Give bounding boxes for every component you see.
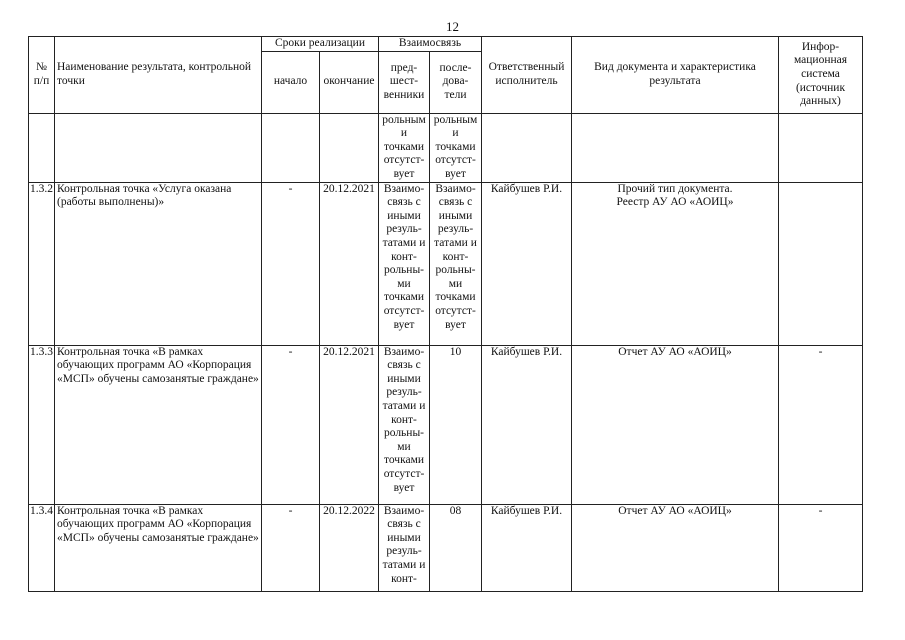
cell-line: связь с [387, 359, 421, 372]
row-num: 1.3.3 [29, 345, 55, 504]
cell-line: ми [448, 277, 463, 290]
cell-line: 10 [449, 345, 462, 358]
cell-line: 08 [449, 504, 462, 517]
cell-line: точками [383, 291, 425, 304]
cell-line: рольными [433, 113, 478, 140]
cell-line: татами и [382, 399, 426, 412]
results-table [28, 36, 863, 592]
row-start: - [262, 182, 320, 345]
header-info [779, 37, 863, 114]
cell-line: связь с [387, 196, 421, 209]
row-start [262, 113, 320, 182]
cell-line: вует [445, 318, 466, 331]
cell-line: (источник [795, 81, 846, 94]
cell-line: мационная [793, 54, 848, 67]
cell-line: конт- [391, 413, 417, 426]
cell-line: конт- [391, 250, 417, 263]
cell-line: резуль- [386, 545, 422, 558]
row-info: - [779, 504, 863, 591]
cell-line: отсутст- [383, 154, 425, 167]
cell-line: шест- [389, 75, 419, 88]
cell-line: татами и [434, 236, 477, 249]
table-row [29, 113, 863, 182]
row-doc [572, 113, 779, 182]
header-prev [379, 51, 430, 113]
row-prev [379, 182, 430, 345]
cell-line: система [801, 68, 840, 80]
header-end: окончание [320, 51, 379, 113]
row-end: 20.12.2021 [320, 345, 379, 504]
row-responsible [482, 113, 572, 182]
header-start: начало [262, 51, 320, 113]
cell-line: резуль- [386, 223, 422, 236]
cell-line: иными [387, 209, 421, 222]
cell-line: вует [445, 167, 466, 180]
row-start: - [262, 345, 320, 504]
cell-line: иными [438, 209, 473, 222]
header-link: Взаимосвязь [379, 37, 482, 52]
cell-line: точками [383, 140, 425, 153]
cell-line: данных) [800, 95, 841, 108]
row-num [29, 113, 55, 182]
cell-line: вует [393, 481, 415, 494]
row-responsible: Кайбушев Р.И. [482, 345, 572, 504]
cell-line: ми [397, 277, 411, 290]
header-doc: Вид документа и характеристика результата [572, 37, 779, 114]
cell-line: отсутст- [383, 304, 425, 317]
cell-line: Взаимо- [435, 182, 476, 195]
row-end: 20.12.2022 [320, 504, 379, 591]
cell-line: точками [435, 291, 476, 304]
cell-line: дова- [442, 75, 469, 88]
table-row [29, 182, 863, 345]
row-num: 1.3.4 [29, 504, 55, 591]
cell-line: Инфор- [801, 40, 840, 53]
cell-line: татами и [382, 558, 426, 571]
row-doc [572, 504, 779, 591]
page-number: 12 [446, 19, 459, 34]
cell-line: Взаимо- [383, 504, 425, 517]
cell-line: точками [435, 140, 476, 153]
cell-line: Взаимо- [383, 182, 425, 195]
row-prev [379, 504, 430, 591]
cell-line: иными [387, 531, 421, 544]
cell-line: точками [383, 454, 425, 467]
row-info: - [779, 345, 863, 504]
cell-line: тели [444, 88, 467, 101]
row-next [430, 504, 482, 591]
cell-line: татами и [382, 236, 426, 249]
row-end [320, 113, 379, 182]
cell-line: отсутст- [383, 467, 425, 480]
cell-line: иными [387, 372, 421, 385]
cell-line: после- [439, 61, 472, 74]
header-name: Наименование результата, контрольной точки [55, 37, 262, 114]
row-start: - [262, 504, 320, 591]
header-num: № п/п [29, 37, 55, 114]
cell-line: Отчет АУ АО «АОИЦ» [618, 504, 732, 517]
cell-line: конт- [442, 250, 469, 263]
row-doc [572, 182, 779, 345]
row-responsible: Кайбушев Р.И. [482, 504, 572, 591]
row-responsible: Кайбушев Р.И. [482, 182, 572, 345]
row-name [55, 113, 262, 182]
header-next [430, 51, 482, 113]
cell-line: рольны- [383, 264, 425, 277]
row-num: 1.3.2 [29, 182, 55, 345]
row-doc [572, 345, 779, 504]
row-prev [379, 345, 430, 504]
cell-line: рольны- [435, 264, 476, 277]
cell-line: Отчет АУ АО «АОИЦ» [618, 345, 732, 358]
row-end: 20.12.2021 [320, 182, 379, 345]
cell-line: конт- [391, 572, 417, 585]
row-name: Контрольная точка «В рамках обучающих программ АО «Корпорация «МСП» обучены самозанятые граждане» [55, 504, 262, 591]
cell-line: Реестр АУ АО «АОИЦ» [616, 196, 734, 209]
header-terms: Сроки реализации [262, 37, 379, 52]
cell-line: пред- [390, 61, 418, 74]
table-row [29, 504, 863, 591]
row-next [430, 113, 482, 182]
cell-line: резуль- [437, 223, 474, 236]
header-responsible: Ответственный исполнитель [482, 37, 572, 114]
row-info [779, 182, 863, 345]
row-name: Контрольная точка «Услуга оказана (работы выполнены)» [55, 182, 262, 345]
cell-line: вует [393, 318, 415, 331]
cell-line: рольными [382, 113, 426, 140]
table-row [29, 345, 863, 504]
cell-line: резуль- [386, 386, 422, 399]
row-name: Контрольная точка «В рамках обучающих программ АО «Корпорация «МСП» обучены самозанятые граждане» [55, 345, 262, 504]
cell-line: ми [397, 440, 411, 453]
cell-line: связь с [387, 518, 421, 531]
row-prev [379, 113, 430, 182]
cell-line: Взаимо- [383, 345, 425, 358]
row-info [779, 113, 863, 182]
cell-line: рольны- [383, 427, 425, 440]
cell-line: отсутст- [435, 304, 476, 317]
cell-line: венники [383, 88, 425, 101]
cell-line: связь с [438, 196, 473, 209]
row-next [430, 182, 482, 345]
row-next [430, 345, 482, 504]
cell-line: вует [393, 167, 415, 180]
cell-line: отсутст- [435, 154, 476, 167]
cell-line: Прочий тип документа. [617, 182, 733, 195]
